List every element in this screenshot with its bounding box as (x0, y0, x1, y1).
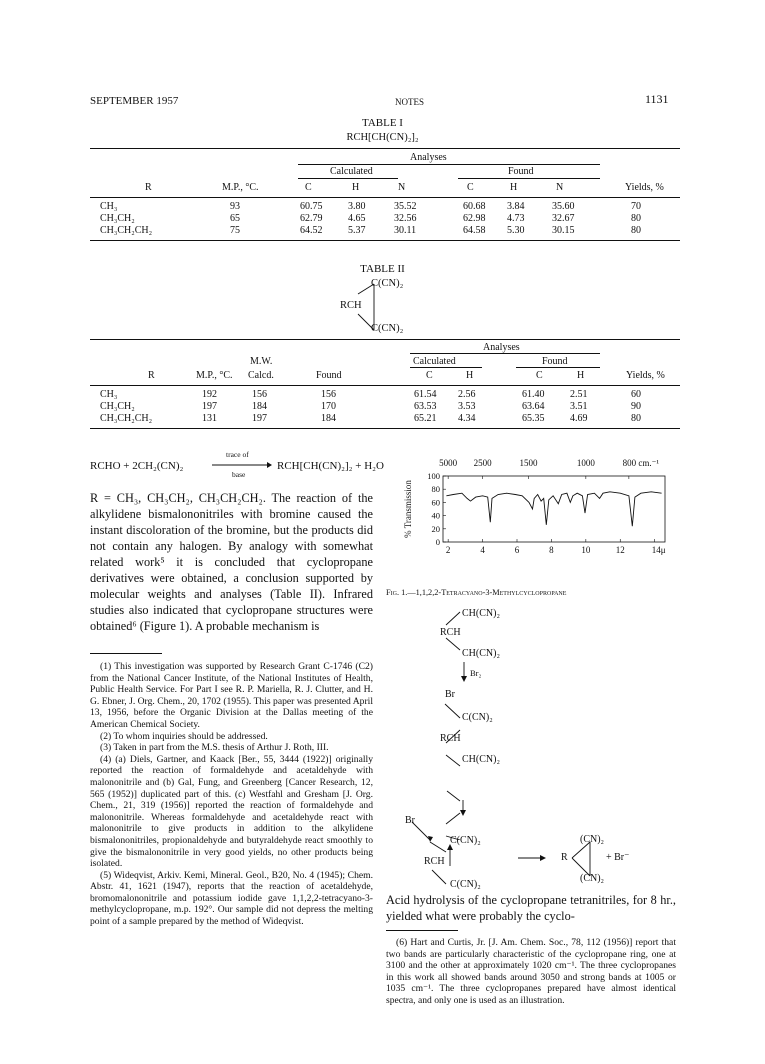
table1-cell-fn: 35.60 (552, 201, 575, 212)
table1-col-c: C (305, 182, 312, 193)
ir-y-tick-label: 80 (431, 484, 440, 495)
table2-cell-y: 80 (631, 413, 641, 424)
table1-cell-n: 32.56 (394, 213, 417, 224)
table2-struct-mid: RCH (340, 300, 362, 311)
table1-cell-r: CH₃CH₂ (100, 213, 135, 224)
table2-cell-y: 60 (631, 389, 641, 400)
table2-cell-fh: 2.51 (570, 389, 588, 400)
table2-cell-fh: 3.51 (570, 401, 588, 412)
table2-cell-r: CH₃CH₂CH₂ (100, 413, 153, 424)
table2-cell-mp: 131 (202, 413, 217, 424)
table1-col-r: R (145, 182, 152, 193)
table1-formula: RCH[CH(CN)₂]₂ (346, 132, 419, 143)
mech-p4: (CN)₂ (580, 873, 605, 884)
table2-calculated-header: Calculated (413, 356, 456, 367)
ir-x-tick-label: 4 (480, 545, 485, 555)
ir-y-tick-label: 0 (435, 537, 440, 547)
table1-col-c-found: C (467, 182, 474, 193)
table1-cell-mp: 65 (230, 213, 240, 224)
table1-cell-fn: 32.67 (552, 213, 575, 224)
table2-cell-found: 156 (321, 389, 336, 400)
mech-p3: + Br⁻ (606, 852, 630, 863)
table1-cell-n: 30.11 (394, 225, 417, 236)
body-paragraph-2: Acid hydrolysis of the cyclopropane tetranitriles, for 8 hr., yielded what were probably the cyclo- (386, 893, 676, 923)
table1-col-mp: M.P., °C. (222, 182, 259, 193)
mechanism-scheme-lines-lower (390, 800, 680, 895)
table1-col-yields: Yields, % (625, 182, 664, 193)
footnote-2: (2) To whom inquiries should be addressed. (100, 730, 268, 742)
table2-cell-fc: 65.35 (522, 413, 545, 424)
reaction-condition-below: base (232, 470, 246, 479)
ir-plot-frame (443, 476, 665, 542)
mech-a2: RCH (440, 627, 461, 638)
table1-calculated-header: Calculated (330, 166, 373, 177)
table2-col-mw: M.W. (250, 356, 273, 367)
ir-y-tick-label: 40 (431, 510, 440, 521)
table2-cell-r: CH₃ (100, 389, 118, 400)
table2-title: TABLE II (360, 263, 405, 275)
ir-top-tick-label: 1500 (519, 458, 538, 468)
table2-cell-mp: 197 (202, 401, 217, 412)
table1-cell-fh: 5.30 (507, 225, 525, 236)
table1-cell-r: CH₃ (100, 201, 118, 212)
reaction-condition-above: trace of (226, 450, 249, 459)
table1-cell-h: 3.80 (348, 201, 366, 212)
table1-col-n-found: N (556, 182, 564, 193)
ir-x-tick-label: 10 (581, 545, 591, 555)
table2-col-h-found: H (577, 370, 585, 381)
table2-cell-fc: 63.64 (522, 401, 545, 412)
table2-cell-c: 65.21 (414, 413, 437, 424)
mech-a1: CH(CN)₂ (462, 608, 500, 619)
table1-cell-fc: 64.58 (463, 225, 486, 236)
mech-c3: RCH (424, 856, 445, 867)
ir-top-tick-label: 2500 (473, 458, 492, 468)
page-number: 1131 (645, 92, 669, 106)
ir-y-tick-label: 100 (427, 471, 440, 481)
table2-cell-h: 2.56 (458, 389, 476, 400)
mech-b1: Br (445, 689, 455, 700)
reaction-arrow (212, 461, 272, 469)
table1-found-header: Found (508, 166, 534, 177)
table2-analyses-header: Analyses (483, 342, 520, 353)
table2-cell-calcd: 156 (252, 389, 267, 400)
ir-top-tick-label: 800 cm.⁻¹ (622, 458, 660, 468)
reaction-products: RCH[CH(CN)₂]₂ + H₂O (277, 460, 384, 472)
table2-cell-r: CH₃CH₂ (100, 401, 135, 412)
body-paragraph-1: R = CH₃, CH₃CH₂, CH₃CH₂CH₂. The reaction of the alkylidene bismalononitriles with bromine caused the instant discoloration of the bromine, but the products did not contain any halogen. By analogy with somewhat related work⁵ it is concluded that cyclopropane derivatives were obtained, a conclusion supported by molecular weights and analyses (Table II). Infrared studies also indicated that cyclopropane structures were obtained⁶ (Figure 1). A probable mechanism is (90, 491, 373, 633)
footnote-1: (1) This investigation was supported by Research Grant C-1746 (C2) from the National Cancer Institute, of the National Institutes of Health, Public Health Service. For Part I see R. P. Mariella, R. J. Clutter, and H. G. Ebner, J. Org. Chem., 20, 1702 (1955). This paper was presented April 13, 1956, before the Organic Division at the Dallas meeting of the American Chemical Society. (90, 661, 373, 730)
footnote-3: (3) Taken in part from the M.S. thesis of Arthur J. Roth, III. (100, 742, 329, 754)
table2-found-header: Found (542, 356, 568, 367)
mech-p1: (CN)₂ (580, 834, 605, 845)
running-header-date: SEPTEMBER 1957 (90, 95, 179, 107)
ir-x-tick-label: 14μ (651, 545, 666, 555)
footnote-5: (5) Wideqvist, Arkiv. Kemi, Mineral. Geol., B20, No. 4 (1945); Chem. Abstr. 41, 1621 (1947), reports that the reaction of acetaldehyde, bromomalononitrile and potassium iodide gave 1,1,2,2-tetracyano-3-methylcyclopropane, m.p. 192°. Our sample did not depress the melting point of a sample prepared by the method of Wideqvist. (90, 869, 373, 928)
table2-cell-fc: 61.40 (522, 389, 545, 400)
table1-col-h-found: H (510, 182, 518, 193)
table2-cell-found: 184 (321, 413, 336, 424)
mech-b3: RCH (440, 733, 461, 744)
mech-br2: Br₂ (470, 668, 482, 678)
table1-col-h: H (352, 182, 360, 193)
reaction-reactants: RCHO + 2CH₂(CN)₂ (90, 460, 184, 472)
ir-top-tick-label: 1000 (576, 458, 595, 468)
table2-cell-calcd: 197 (252, 413, 267, 424)
table2-struct-bot: C(CN)₂ (371, 323, 404, 334)
ir-y-axis-label: % Transmission (403, 480, 413, 538)
mech-b2: C(CN)₂ (462, 712, 493, 723)
table2-cell-mp: 192 (202, 389, 217, 400)
table2-cell-y: 90 (631, 401, 641, 412)
table1-cell-r: CH₃CH₂CH₂ (100, 225, 153, 236)
mech-b4: CH(CN)₂ (462, 754, 500, 765)
table2-cell-c: 61.54 (414, 389, 437, 400)
table1-cell-y: 70 (631, 201, 641, 212)
table1-cell-mp: 93 (230, 201, 240, 212)
table1-cell-mp: 75 (230, 225, 240, 236)
table2-cell-found: 170 (321, 401, 336, 412)
table2-cell-c: 63.53 (414, 401, 437, 412)
table1-cell-fn: 30.15 (552, 225, 575, 236)
table1-cell-c: 62.79 (300, 213, 323, 224)
table2-col-h: H (466, 370, 474, 381)
ir-spectrum-figure (385, 448, 680, 583)
table1-title: TABLE I (362, 117, 403, 129)
ir-x-tick-label: 12 (615, 545, 625, 555)
table1-cell-h: 5.37 (348, 225, 366, 236)
running-header-section: NOTES (395, 97, 424, 107)
ir-x-tick-label: 8 (549, 545, 554, 555)
table1-cell-fh: 3.84 (507, 201, 525, 212)
ir-y-tick-label: 20 (431, 523, 440, 534)
table2-col-found: Found (316, 370, 342, 381)
footnote-6: (6) Hart and Curtis, Jr. [J. Am. Chem. Soc., 78, 112 (1956)] report that two bands are particularly characteristic of the cyclopropane ring, one at 3100 and the other at approximately 1020 cm⁻¹. The three cyclopropanes in this work all showed bands around 3050 and strong bands at 1005 or 1035 cm⁻¹. The three cyclopropanes prepared have almost identical spectra, and only one is used as an illustration. (386, 937, 676, 1006)
table2-col-yields: Yields, % (626, 370, 665, 381)
ir-x-tick-label: 6 (514, 545, 520, 555)
table1-cell-fc: 60.68 (463, 201, 486, 212)
mech-c1: Br (405, 815, 415, 826)
table1-cell-y: 80 (631, 213, 641, 224)
ir-top-tick-label: 5000 (439, 458, 458, 468)
table2-cell-h: 3.53 (458, 401, 476, 412)
table2-col-c: C (426, 370, 433, 381)
table1-cell-n: 35.52 (394, 201, 417, 212)
table2-cell-fh: 4.69 (570, 413, 588, 424)
table2-struct-top: C(CN)₂ (371, 278, 404, 289)
table1-cell-c: 64.52 (300, 225, 323, 236)
mech-c2: C(CN)₂ (450, 835, 481, 846)
ir-x-tick-label: 2 (445, 545, 451, 555)
mech-a3: CH(CN)₂ (462, 648, 500, 659)
table1-analyses-header: Analyses (410, 152, 447, 163)
table1-cell-y: 80 (631, 225, 641, 236)
footnotes (90, 661, 373, 928)
footnote-6-block (386, 937, 676, 1007)
ir-spectrum-trace (446, 492, 661, 526)
mech-p2: R (561, 852, 568, 863)
table1-cell-h: 4.65 (348, 213, 366, 224)
table1-cell-c: 60.75 (300, 201, 323, 212)
table1-cell-fh: 4.73 (507, 213, 525, 224)
table2-col-c-found: C (536, 370, 543, 381)
table2-col-r: R (148, 370, 155, 381)
table2-col-mp: M.P., °C. (196, 370, 233, 381)
figure-caption: Fig. 1.—1,1,2,2-Tetracyano-3-Methylcyclopropane (386, 588, 567, 597)
table1-col-n: N (398, 182, 406, 193)
table2-cell-calcd: 184 (252, 401, 267, 412)
mech-c4: C(CN)₂ (450, 879, 481, 890)
table1-cell-fc: 62.98 (463, 213, 486, 224)
footnote-4: (4) (a) Diels, Gartner, and Kaack [Ber., 55, 3444 (1922)] originally reported the reaction of formaldehyde and acetaldehyde with malononitrile and (b) Gal, Fung, and Greenberg [Cancer Research, 12, 565 (1952)] duplicated part of this. (c) Westfahl and Gresham [J. Org. Chem., 21, 319 (1956)] reported the reaction of formaldehyde and malononitrile. Whereas formaldehyde and acetaldehyde react with malononitrile to give products in addition to the alkylidene bismalononitriles, propionaldehyde and butyraldehyde react smoothly to give the bismalononitrile in very good yields, no other products being isolated. (90, 753, 373, 870)
table2-cell-h: 4.34 (458, 413, 476, 424)
ir-y-tick-label: 60 (431, 497, 440, 508)
table2-col-calcd: Calcd. (248, 370, 274, 381)
